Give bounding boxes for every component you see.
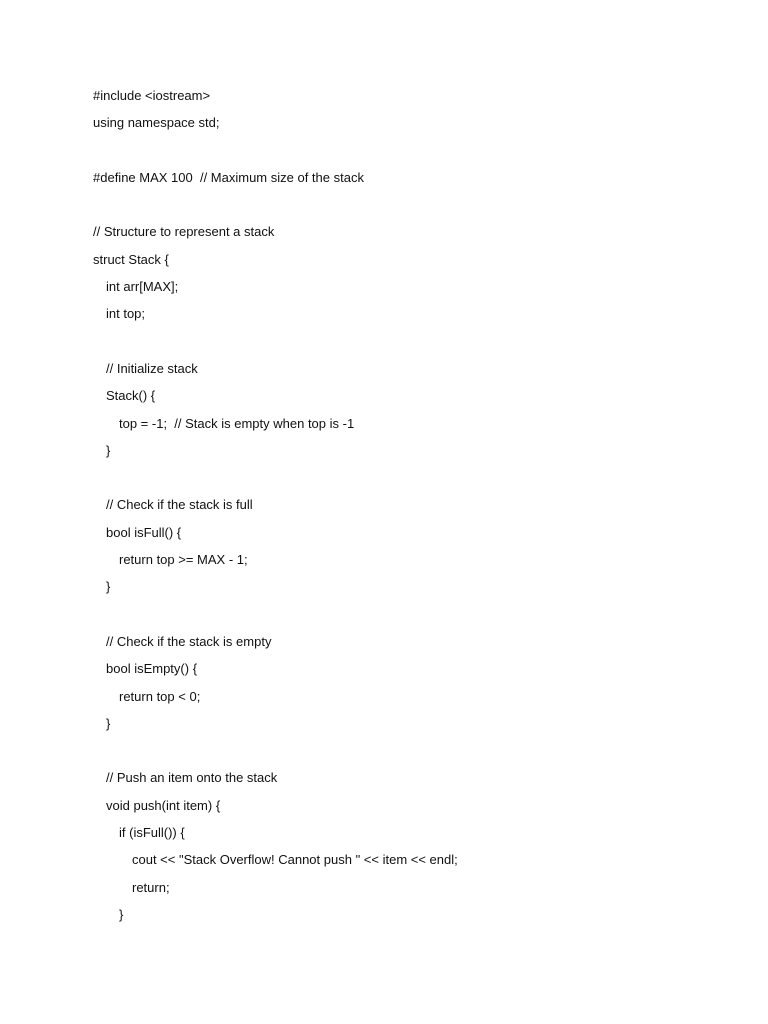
code-line: #define MAX 100 // Maximum size of the stack [93, 169, 364, 185]
code-line: void push(int item) { [106, 797, 221, 813]
code-line: top = -1; // Stack is empty when top is -1 [119, 415, 355, 431]
code-line: return; [132, 879, 170, 895]
blank-line [93, 604, 458, 631]
code-line: return top < 0; [119, 688, 201, 704]
code-line: #include <iostream> [93, 88, 211, 103]
code-line: using namespace std; [93, 115, 220, 131]
code-line: int top; [106, 306, 146, 322]
code-line: Stack() { [106, 388, 156, 404]
code-line: // Check if the stack is empty [106, 633, 272, 649]
code-line: bool isFull() { [106, 524, 182, 540]
code-line: // Push an item onto the stack [106, 770, 278, 786]
code-line: bool isEmpty() { [106, 661, 198, 677]
blank-line [93, 331, 458, 358]
code-line: int arr[MAX]; [106, 279, 179, 295]
code-line: // Structure to represent a stack [93, 224, 275, 240]
code-line: } [119, 906, 124, 922]
code-line: return top >= MAX - 1; [119, 552, 248, 568]
blank-line [93, 140, 458, 167]
code-line: cout << "Stack Overflow! Cannot push " << item << endl; [132, 852, 458, 868]
code-line: } [106, 715, 111, 731]
code-line: } [106, 442, 111, 458]
blank-line [93, 740, 458, 767]
blank-line [93, 467, 458, 494]
code-line: struct Stack { [93, 251, 169, 267]
code-line: if (isFull()) { [119, 825, 185, 841]
code-line: // Initialize stack [106, 360, 198, 376]
blank-line [93, 194, 458, 221]
code-line: // Check if the stack is full [106, 497, 253, 513]
code-listing [93, 85, 458, 931]
code-line: } [106, 579, 111, 595]
